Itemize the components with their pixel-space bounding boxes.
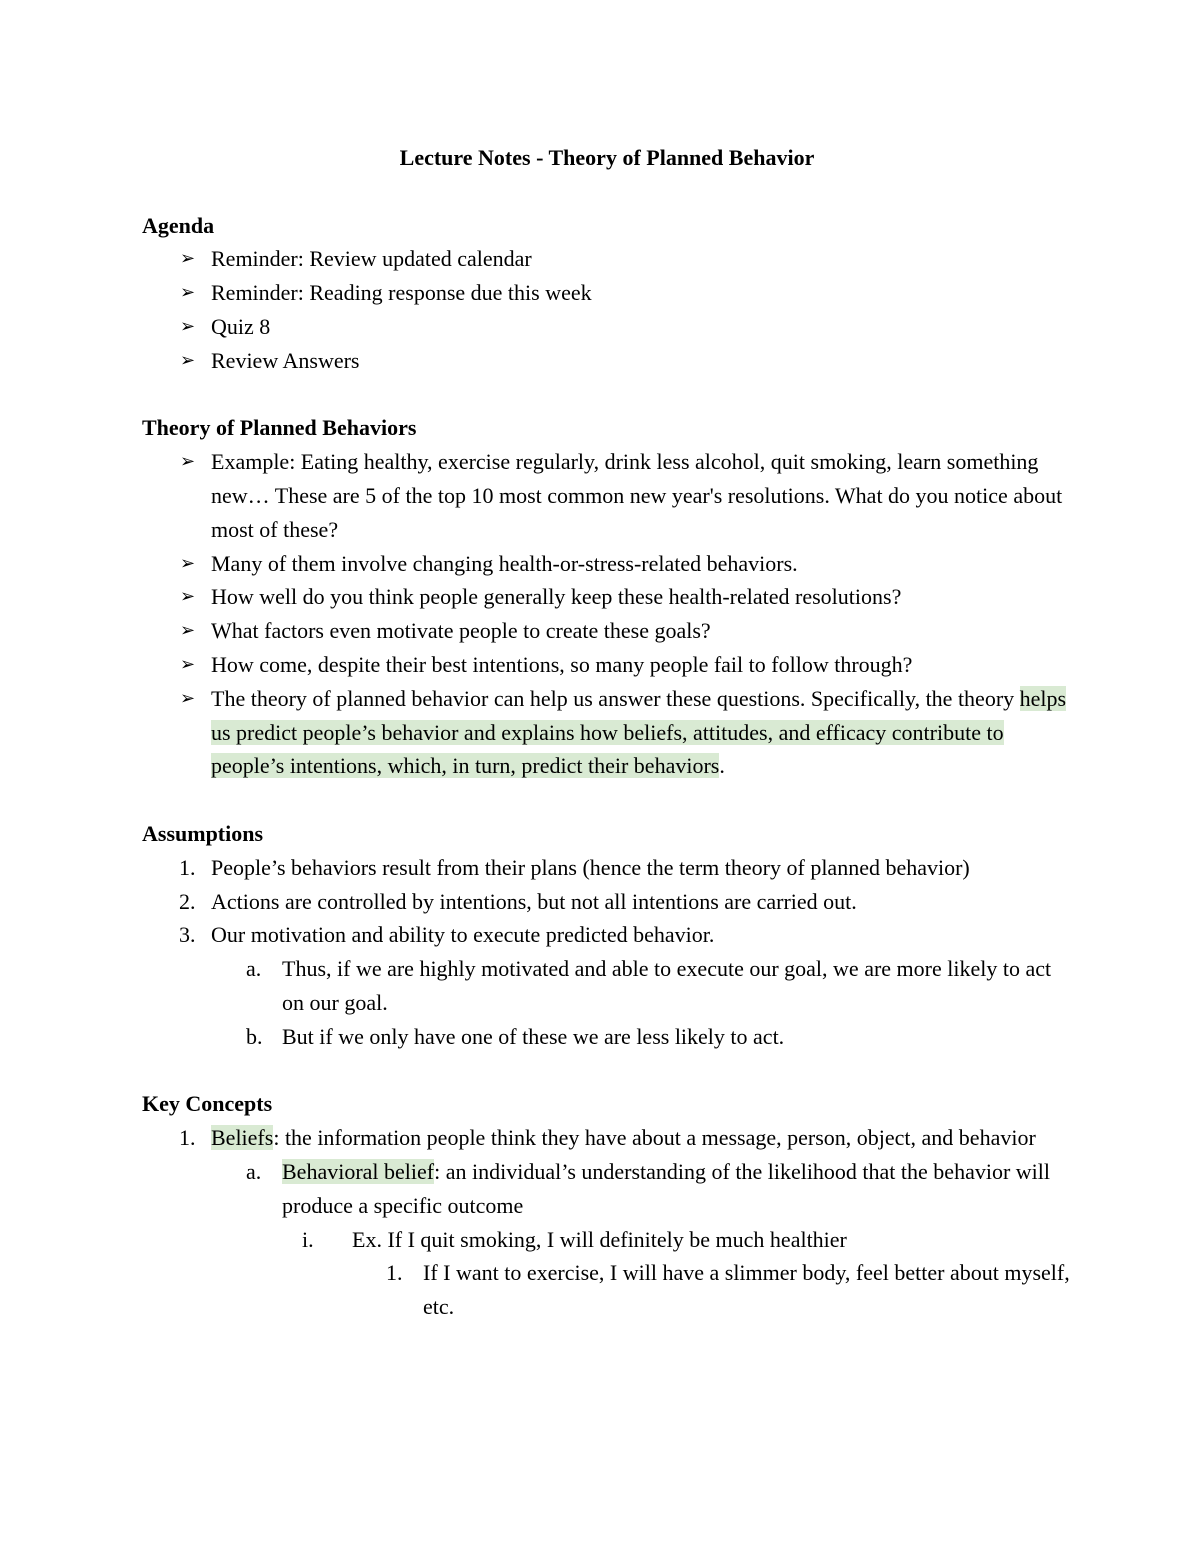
assumption-subitem: b. But if we only have one of these we are less likely to act.	[246, 1023, 785, 1049]
assumption-item: 3. Our motivation and ability to execute predicted behavior.	[179, 922, 715, 948]
agenda-item: ➢ Reminder: Review updated calendar	[142, 242, 1072, 276]
tpb-heading: Theory of Planned Behaviors	[142, 415, 417, 441]
key-concept-subitem: a. Behavioral belief: an individual’s understanding of the likelihood that the behavior will produce a specific outcome	[246, 1158, 1050, 1218]
spacer	[142, 175, 1072, 209]
arrow-bullet-icon: ➢	[180, 315, 196, 336]
term-behavioral-belief: Behavioral belief	[282, 1158, 435, 1184]
assumption-item: 1. People’s behaviors result from their plans (hence the term theory of planned behavior)	[179, 854, 970, 880]
arrow-bullet-icon: ➢	[180, 248, 196, 269]
agenda-item: ➢ Reminder: Reading response due this week	[142, 276, 1072, 310]
term-beliefs: Beliefs	[211, 1125, 274, 1151]
arrow-bullet-icon: ➢	[180, 282, 196, 303]
arrow-bullet-icon: ➢	[180, 687, 196, 708]
spacer	[142, 783, 1072, 817]
key-concepts-heading: Key Concepts	[142, 1091, 273, 1117]
key-concept-item: 1. Beliefs: the information people think they have about a message, person, object, and behavior	[179, 1125, 1036, 1151]
key-concept-example: i. Ex. If I quit smoking, I will definitely be much healthier	[302, 1226, 847, 1252]
spacer	[142, 1054, 1072, 1088]
tpb-item: ➢ The theory of planned behavior can help us answer these questions. Specifically, the theory helps us predict people’s behavior and explains how beliefs, attitudes, and efficacy contribute to people’s intentions, which, in turn, predict their behaviors.	[142, 682, 1072, 783]
tpb-item: ➢ How well do you think people generally keep these health-related resolutions?	[142, 580, 1072, 614]
arrow-bullet-icon: ➢	[180, 586, 196, 607]
agenda-item: ➢ Review Answers	[142, 344, 1072, 378]
assumption-subitem: a. Thus, if we are highly motivated and able to execute our goal, we are more likely to act on our goal.	[246, 956, 1052, 1015]
agenda-heading: Agenda	[142, 212, 215, 238]
document-page	[142, 141, 1072, 1324]
highlighted-text: helps us predict people’s behavior and explains how beliefs, attitudes, and efficacy contribute to people’s intentions, which, in turn, predict their behaviors	[211, 685, 1067, 779]
arrow-bullet-icon: ➢	[180, 653, 196, 674]
agenda-item: ➢ Quiz 8	[142, 310, 1072, 344]
key-concept-example-detail: 1. If I want to exercise, I will have a slimmer body, feel better about myself, etc.	[386, 1260, 1070, 1320]
tpb-item: ➢ How come, despite their best intentions, so many people fail to follow through?	[142, 648, 1072, 682]
tpb-item: ➢ Example: Eating healthy, exercise regularly, drink less alcohol, quit smoking, learn something new… These are 5 of the top 10 most common new year's resolutions. What do you notice about most of these?	[142, 445, 1072, 546]
arrow-bullet-icon: ➢	[180, 451, 196, 472]
arrow-bullet-icon: ➢	[180, 552, 196, 573]
page-title: Lecture Notes - Theory of Planned Behavior	[399, 145, 815, 170]
assumption-item: 2. Actions are controlled by intentions, but not all intentions are carried out.	[179, 888, 857, 914]
tpb-item: ➢ Many of them involve changing health-or-stress-related behaviors.	[142, 547, 1072, 581]
spacer	[142, 378, 1072, 412]
arrow-bullet-icon: ➢	[180, 349, 196, 370]
tpb-item: ➢ What factors even motivate people to create these goals?	[142, 614, 1072, 648]
arrow-bullet-icon: ➢	[180, 620, 196, 641]
assumptions-heading: Assumptions	[142, 820, 264, 846]
